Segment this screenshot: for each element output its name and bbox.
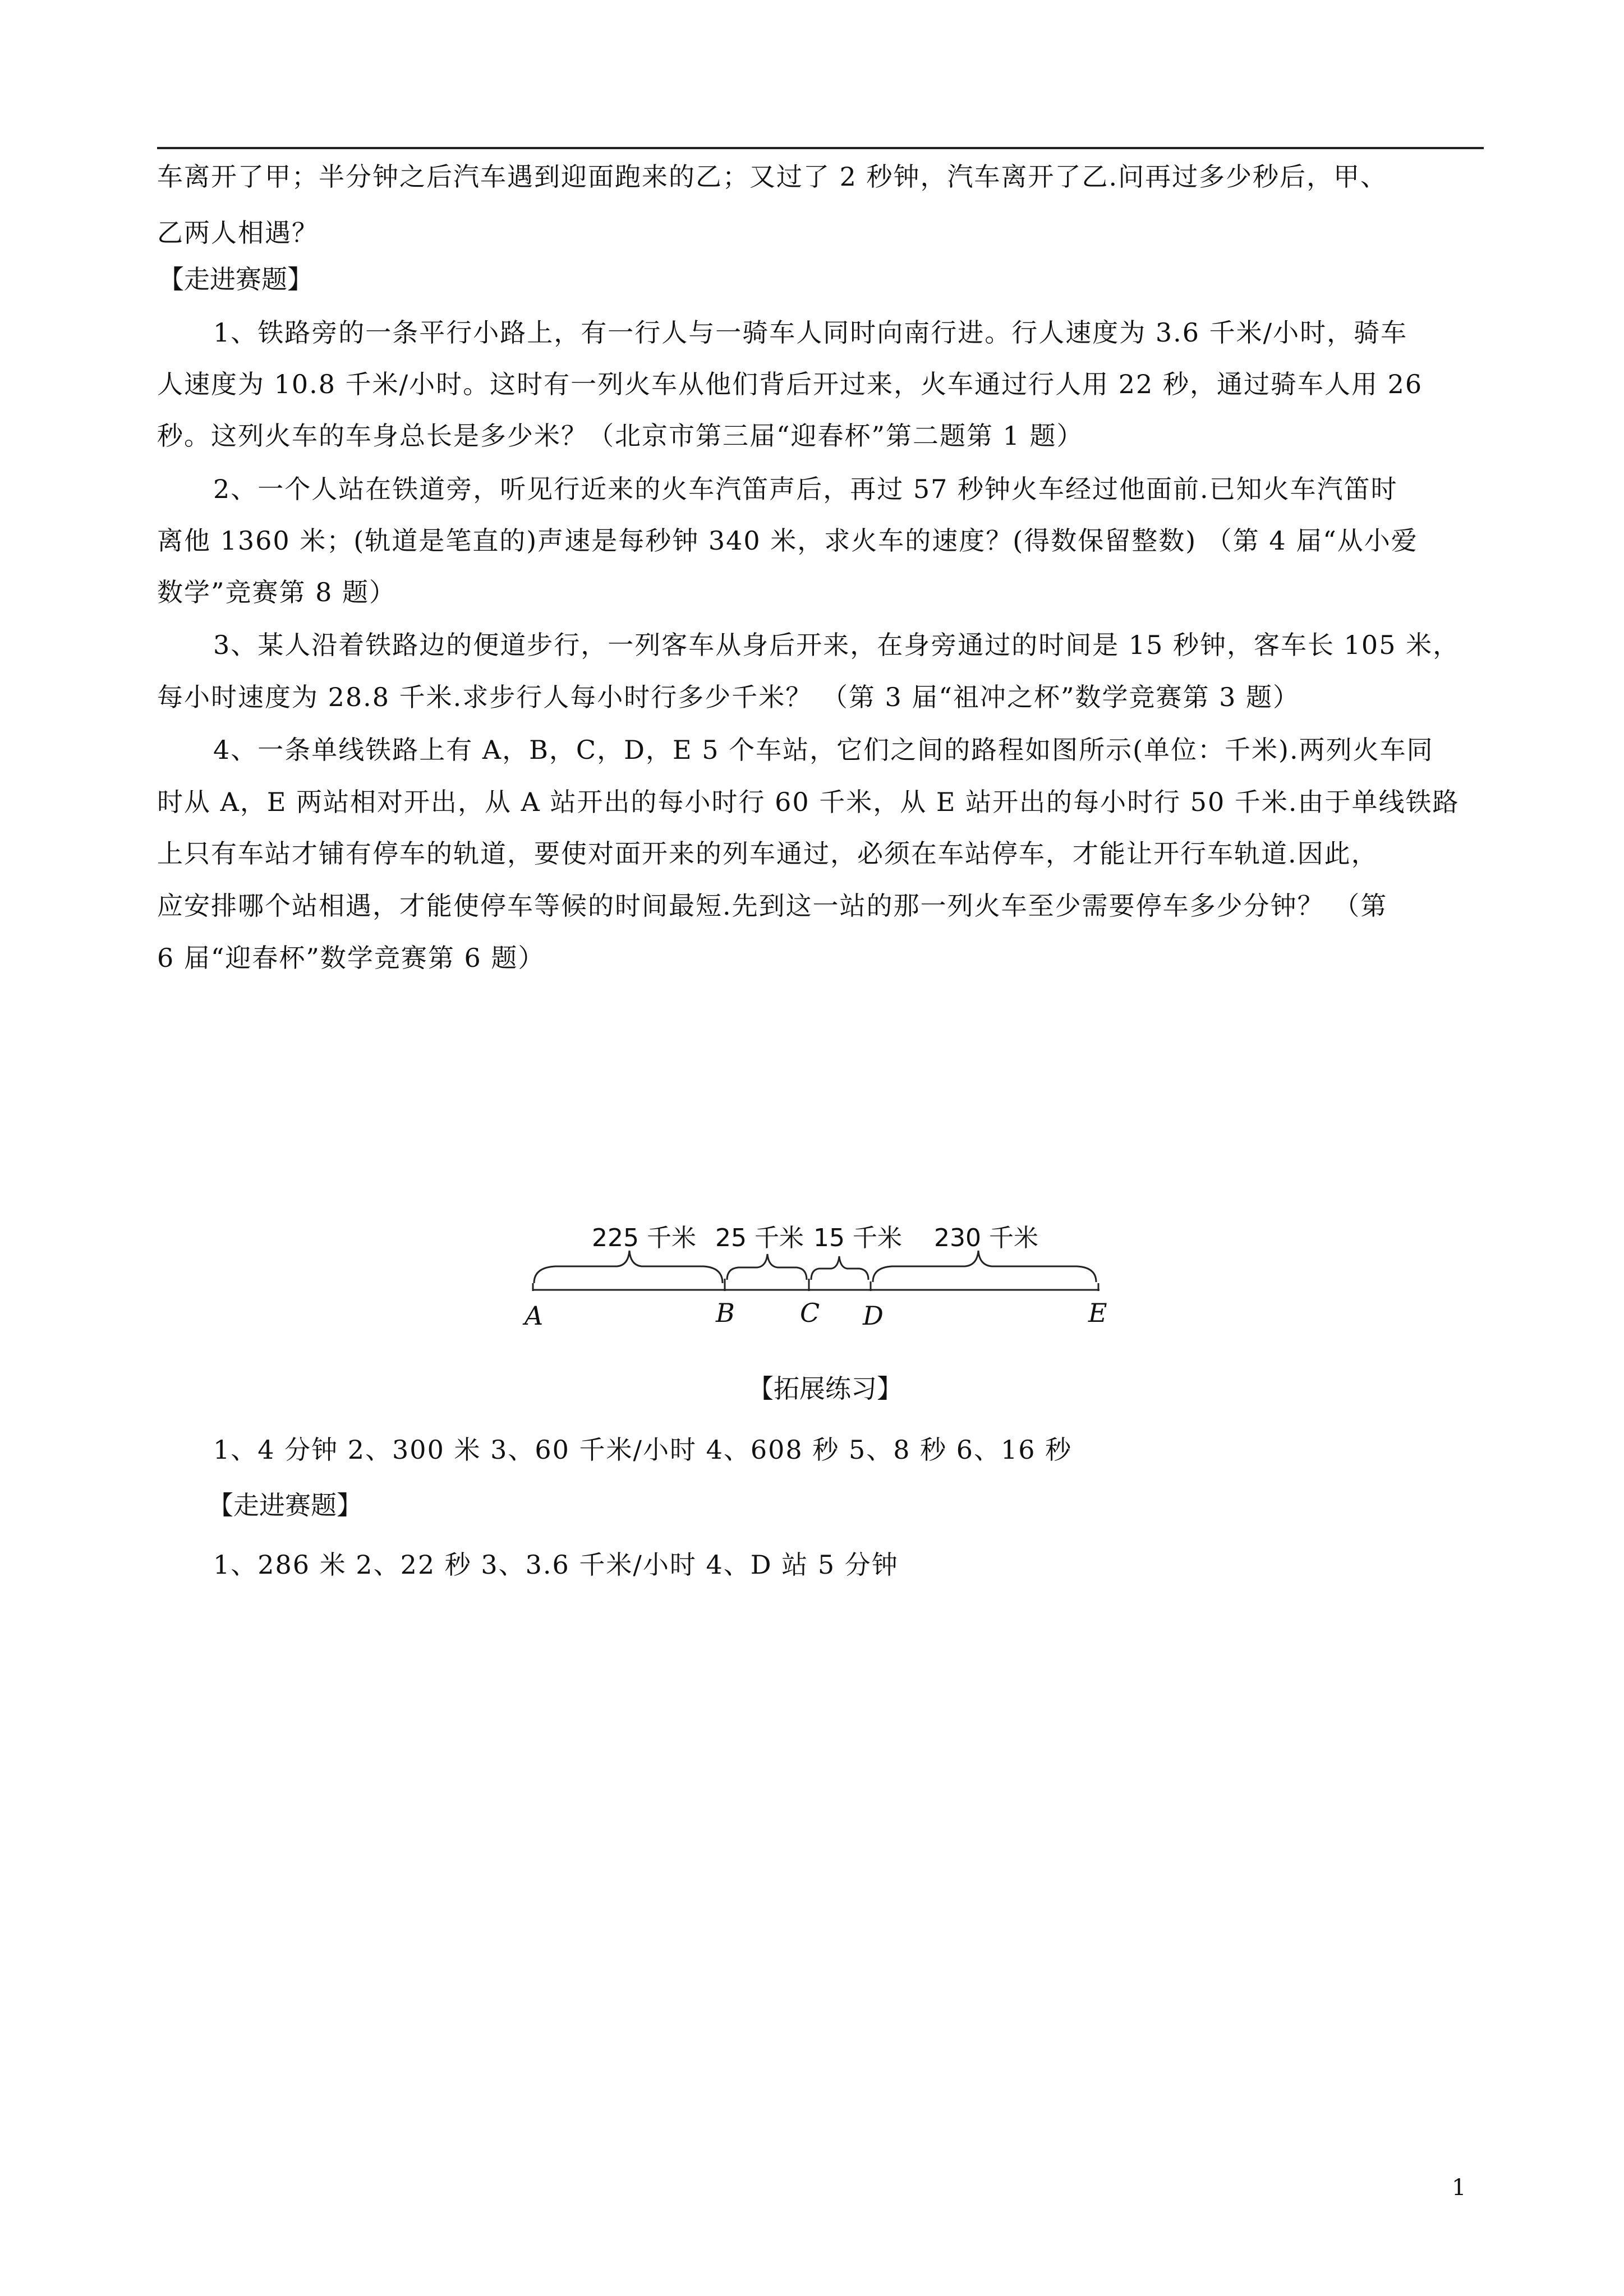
station-label-e: E	[1088, 1298, 1107, 1328]
station-label-d: D	[863, 1301, 884, 1331]
problem-2-line-3: 数学”竞赛第 8 题）	[157, 577, 397, 607]
answers-practice-line: 1、4 分钟 2、300 米 3、60 千米/小时 4、608 秒 5、8 秒 6、16 秒	[213, 1435, 1073, 1465]
continuation-line-1: 车离开了甲；半分钟之后汽车遇到迎面跑来的乙；又过了 2 秒钟，汽车离开了乙.问再过多少秒后，甲、	[157, 162, 1388, 192]
segment-label-bc: 25 千米	[715, 1224, 804, 1252]
header-rule	[157, 147, 1484, 149]
railway-distance-diagram	[522, 1206, 1111, 1346]
segment-label-ab: 225 千米	[592, 1224, 696, 1252]
brace-ab	[534, 1251, 723, 1283]
station-label-b: B	[716, 1298, 735, 1328]
station-label-c: C	[800, 1298, 820, 1328]
answers-heading-practice: 【拓展练习】	[748, 1373, 903, 1404]
problem-1-line-2: 人速度为 10.8 千米/小时。这时有一列火车从他们背后开过来，火车通过行人用 22 秒，通过骑车人用 26	[157, 369, 1423, 399]
problem-4-line-4: 应安排哪个站相遇，才能使停车等候的时间最短.先到这一站的那一列火车至少需要停车多少分钟？ （第	[157, 891, 1388, 921]
answers-heading-contest: 【走进赛题】	[208, 1490, 362, 1520]
continuation-line-2: 乙两人相遇？	[157, 218, 319, 248]
brace-bc	[727, 1254, 807, 1280]
station-label-a: A	[525, 1301, 544, 1331]
problem-4-line-3: 上只有车站才铺有停车的轨道，要使对面开来的列车通过，必须在车站停车，才能让开行车轨道.因此，	[157, 838, 1378, 869]
problem-2-line-1: 2、一个人站在铁道旁，听见行近来的火车汽笛声后，再过 57 秒钟火车经过他面前.已知火车汽笛时	[213, 474, 1398, 504]
problem-4-line-2: 时从 A，E 两站相对开出，从 A 站开出的每小时行 60 千米，从 E 站开出的每小时行 50 千米.由于单线铁路	[157, 787, 1460, 817]
brace-cd	[811, 1256, 868, 1280]
problem-2-line-2: 离他 1360 米；(轨道是笔直的)声速是每秒钟 340 米，求火车的速度？(得数保留整数) （第 4 届“从小爱	[157, 525, 1418, 556]
segment-label-de: 230 千米	[934, 1224, 1038, 1252]
problem-3-line-1: 3、某人沿着铁路边的便道步行，一列客车从身后开来，在身旁通过的时间是 15 秒钟，客车长 105 米，	[213, 630, 1460, 660]
section-heading-contest: 【走进赛题】	[158, 264, 313, 294]
brace-de	[873, 1251, 1096, 1282]
answers-contest-line: 1、286 米 2、22 秒 3、3.6 千米/小时 4、D 站 5 分钟	[213, 1550, 899, 1580]
segment-label-cd: 15 千米	[813, 1224, 902, 1252]
problem-4-line-1: 4、一条单线铁路上有 A，B，C，D，E 5 个车站，它们之间的路程如图所示(单位：千米).两列火车同	[213, 735, 1434, 765]
problem-1-line-1: 1、铁路旁的一条平行小路上，有一行人与一骑车人同时向南行进。行人速度为 3.6 千米/小时，骑车	[213, 317, 1408, 348]
problem-3-line-2: 每小时速度为 28.8 千米.求步行人每小时行多少千米？ （第 3 届“祖冲之杯”数学竞赛第 3 题）	[157, 682, 1300, 712]
page-number: 1	[1452, 2175, 1466, 2201]
problem-1-line-3: 秒。这列火车的车身总长是多少米？（北京市第三届“迎春杯”第二题第 1 题）	[157, 421, 1084, 451]
problem-4-line-5: 6 届“迎春杯”数学竞赛第 6 题）	[157, 943, 545, 973]
